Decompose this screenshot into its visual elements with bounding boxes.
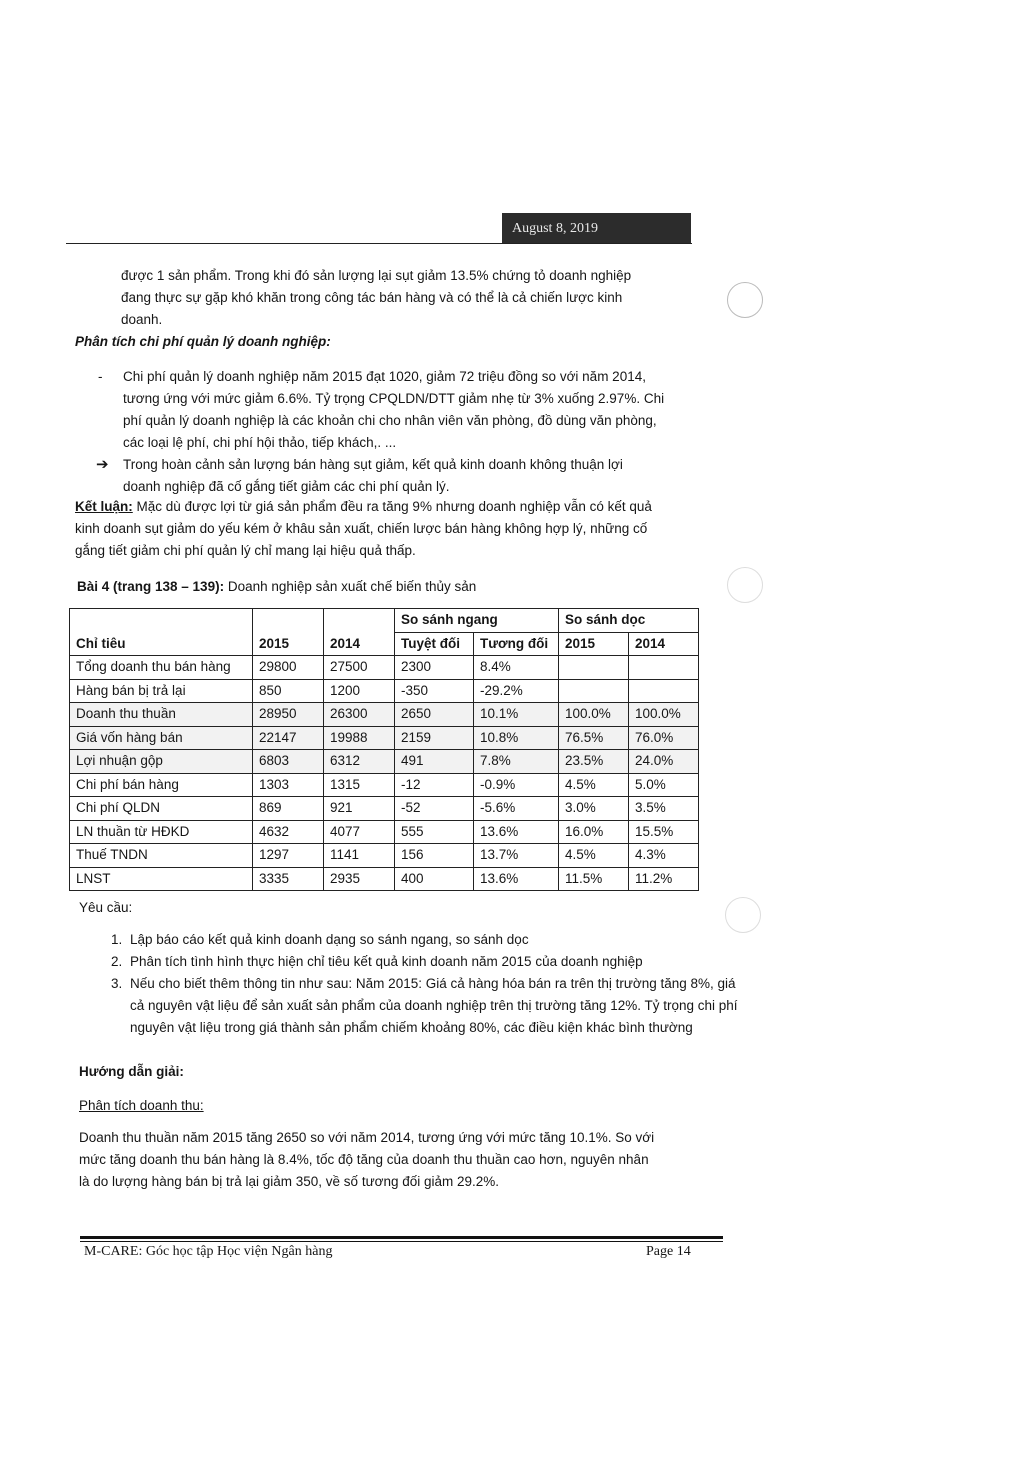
requirement-item: 3. Nếu cho biết thêm thông tin như sau: Năm 2015: Giá cả hàng hóa bán ra trên thị trường tăng 8%, giá cả nguyên vật liệu để sản xuất sản phẩm của doanh nghiệp trên thị trường tăng 12%. Tỷ trọng chi phí nguyên vật liệu trong giá thành sản phẩm chiếm khoảng 80%, các điều kiện khác bình thường xyxy=(126,973,746,1039)
table-cell: 4.5% xyxy=(559,844,629,868)
table-cell: 491 xyxy=(395,750,474,774)
table-cell: 6312 xyxy=(324,750,395,774)
financial-table xyxy=(69,608,699,891)
table-header-cell: Tuyệt đối xyxy=(395,632,474,656)
table-row xyxy=(70,703,699,727)
table-cell: 850 xyxy=(253,679,324,703)
conclusion-line: Mặc dù được lợi từ giá sản phẩm đều ra tăng 9% nhưng doanh nghiệp vẫn có kết quả xyxy=(132,499,652,514)
table-header-cell: Chỉ tiêu xyxy=(70,609,253,656)
scan-artifact xyxy=(725,897,761,933)
table-row xyxy=(70,656,699,680)
table-row-label: Chi phí QLDN xyxy=(70,797,253,821)
table-cell: 16.0% xyxy=(559,820,629,844)
table-cell: 15.5% xyxy=(629,820,699,844)
table-row xyxy=(70,797,699,821)
conclusion-line: gắng tiết giảm chi phí quản lý chỉ mang lại hiệu quả thấp. xyxy=(75,543,416,558)
table-row xyxy=(70,820,699,844)
table-cell: 1315 xyxy=(324,773,395,797)
table-cell: 4.5% xyxy=(559,773,629,797)
table-cell: 24.0% xyxy=(629,750,699,774)
table-header-cell: 2014 xyxy=(324,609,395,656)
guide-line: mức tăng doanh thu bán hàng là 8.4%, tốc độ tăng của doanh thu thuần cao hơn, nguyên nhân xyxy=(79,1152,649,1167)
guide-line: Doanh thu thuần năm 2015 tăng 2650 so với năm 2014, tương ứng với mức tăng 10.1%. So với xyxy=(79,1130,655,1145)
table-cell: 76.0% xyxy=(629,726,699,750)
table-cell: 100.0% xyxy=(629,703,699,727)
table-group-header-row xyxy=(70,609,699,633)
table-cell: 4.3% xyxy=(629,844,699,868)
intro-line: được 1 sản phẩm. Trong khi đó sản lượng lại sụt giảm 13.5% chứng tỏ doanh nghiệp xyxy=(121,268,632,283)
conclusion-label: Kết luận: xyxy=(75,499,133,514)
table-cell xyxy=(559,679,629,703)
table-cell: 2159 xyxy=(395,726,474,750)
table-cell: 400 xyxy=(395,867,474,891)
table-row xyxy=(70,679,699,703)
table-cell: 1141 xyxy=(324,844,395,868)
table-cell: 27500 xyxy=(324,656,395,680)
table-cell: 3.5% xyxy=(629,797,699,821)
table-cell: 1200 xyxy=(324,679,395,703)
footer-source: M-CARE: Góc học tập Học viện Ngân hàng xyxy=(84,1244,333,1259)
section-admin-title: Phân tích chi phí quản lý doanh nghiệp: xyxy=(75,334,331,349)
admin-bullet-line: Chi phí quản lý doanh nghiệp năm 2015 đạt 1020, giảm 72 triệu đồng so với năm 2014, xyxy=(123,369,646,384)
table-row xyxy=(70,726,699,750)
admin-bullet-paragraph xyxy=(123,366,703,454)
footer-divider-thin xyxy=(80,1241,723,1242)
table-cell xyxy=(629,656,699,680)
table-cell: -350 xyxy=(395,679,474,703)
table-row-label: Giá vốn hàng bán xyxy=(70,726,253,750)
table-cell: 1297 xyxy=(253,844,324,868)
table-cell: 5.0% xyxy=(629,773,699,797)
table-cell: 10.8% xyxy=(474,726,559,750)
table-row xyxy=(70,867,699,891)
conclusion-line: kinh doanh sụt giảm do yếu kém ở khâu sản xuất, chiến lược bán hàng không hợp lý, những cố xyxy=(75,521,648,536)
conclusion-paragraph xyxy=(75,496,705,562)
table-cell: 13.6% xyxy=(474,867,559,891)
table-cell: 28950 xyxy=(253,703,324,727)
requirements-title: Yêu cầu: xyxy=(79,900,133,915)
footer-divider xyxy=(80,1236,723,1239)
table-cell: 2300 xyxy=(395,656,474,680)
table-cell: 555 xyxy=(395,820,474,844)
guide-title: Hướng dẫn giải: xyxy=(79,1064,184,1079)
table-header-cell: 2015 xyxy=(559,632,629,656)
table-cell: 29800 xyxy=(253,656,324,680)
table-row-label: LNST xyxy=(70,867,253,891)
table-cell: 3335 xyxy=(253,867,324,891)
table-cell: 23.5% xyxy=(559,750,629,774)
exercise-text: Doanh nghiệp sản xuất chế biến thủy sản xyxy=(224,579,477,594)
table-group-horizontal: So sánh ngang xyxy=(395,609,559,633)
table-row-label: Hàng bán bị trả lại xyxy=(70,679,253,703)
table-cell: 100.0% xyxy=(559,703,629,727)
footer-page-number: Page 14 xyxy=(646,1244,691,1259)
guide-subtitle: Phân tích doanh thu: xyxy=(79,1098,204,1113)
table-row-label: Lợi nhuận gộp xyxy=(70,750,253,774)
table-header-cell: Tương đối xyxy=(474,632,559,656)
table-cell: 4077 xyxy=(324,820,395,844)
table-cell: -29.2% xyxy=(474,679,559,703)
admin-bullet-line: phí quản lý doanh nghiệp là các khoản chi cho nhân viên văn phòng, đồ dùng văn phòng, xyxy=(123,413,657,428)
header-date: August 8, 2019 xyxy=(502,213,691,244)
table-row-label: Thuế TNDN xyxy=(70,844,253,868)
admin-arrow-paragraph xyxy=(123,454,703,498)
table-cell: 4632 xyxy=(253,820,324,844)
table-cell: 2935 xyxy=(324,867,395,891)
bullet-dash-marker: - xyxy=(98,369,103,384)
table-cell: 11.5% xyxy=(559,867,629,891)
table-header-cell: 2014 xyxy=(629,632,699,656)
table-cell: 26300 xyxy=(324,703,395,727)
table-cell: -0.9% xyxy=(474,773,559,797)
table-group-vertical: So sánh dọc xyxy=(559,609,699,633)
guide-paragraph xyxy=(79,1127,709,1193)
table-cell: 921 xyxy=(324,797,395,821)
table-cell: 22147 xyxy=(253,726,324,750)
table-cell xyxy=(559,656,629,680)
admin-arrow-line: Trong hoàn cảnh sản lượng bán hàng sụt giảm, kết quả kinh doanh không thuận lợi xyxy=(123,457,623,472)
arrow-icon: ➔ xyxy=(96,456,109,473)
table-cell: 869 xyxy=(253,797,324,821)
intro-line: doanh. xyxy=(121,312,163,327)
table-row xyxy=(70,750,699,774)
table-row xyxy=(70,773,699,797)
guide-line: là do lượng hàng bán bị trả lại giảm 350, về số tương đối giảm 29.2%. xyxy=(79,1174,500,1189)
intro-paragraph xyxy=(121,265,701,331)
scan-artifact xyxy=(727,567,763,603)
table-cell: 13.6% xyxy=(474,820,559,844)
intro-line: đang thực sự gặp khó khăn trong công tác bán hàng và có thể là cả chiến lược kinh xyxy=(121,290,623,305)
table-cell xyxy=(629,679,699,703)
table-cell: -5.6% xyxy=(474,797,559,821)
table-cell: 10.1% xyxy=(474,703,559,727)
exercise-title xyxy=(77,576,476,598)
table-cell: 13.7% xyxy=(474,844,559,868)
table-cell: 1303 xyxy=(253,773,324,797)
requirement-item: 1. Lập báo cáo kết quả kinh doanh dạng so sánh ngang, so sánh dọc xyxy=(126,929,746,951)
requirements-list xyxy=(80,929,746,1039)
table-cell: 6803 xyxy=(253,750,324,774)
header-divider xyxy=(66,243,692,244)
table-row-label: Chi phí bán hàng xyxy=(70,773,253,797)
table-row-label: LN thuần từ HĐKD xyxy=(70,820,253,844)
table-cell: 156 xyxy=(395,844,474,868)
requirement-item: 2. Phân tích tình hình thực hiện chỉ tiêu kết quả kinh doanh năm 2015 của doanh nghiệp xyxy=(126,951,746,973)
table-header-cell: 2015 xyxy=(253,609,324,656)
table-cell: 7.8% xyxy=(474,750,559,774)
admin-arrow-line: doanh nghiệp đã cố gắng tiết giảm các chi phí quản lý. xyxy=(123,479,450,494)
table-row-label: Doanh thu thuần xyxy=(70,703,253,727)
table-cell: 3.0% xyxy=(559,797,629,821)
table-cell: -12 xyxy=(395,773,474,797)
admin-bullet-line: các loại lệ phí, chi phí hội thảo, tiếp khách,. ... xyxy=(123,435,397,450)
admin-bullet-line: tương ứng với mức giảm 6.6%. Tỷ trọng CPQLDN/DTT giảm nhẹ từ 3% xuống 2.97%. Chi xyxy=(123,391,665,406)
table-row-label: Tổng doanh thu bán hàng xyxy=(70,656,253,680)
table-cell: -52 xyxy=(395,797,474,821)
table-cell: 8.4% xyxy=(474,656,559,680)
table-cell: 19988 xyxy=(324,726,395,750)
table-cell: 2650 xyxy=(395,703,474,727)
scan-artifact xyxy=(727,282,763,318)
table-row xyxy=(70,844,699,868)
exercise-label: Bài 4 (trang 138 – 139): xyxy=(77,579,225,594)
table-cell: 11.2% xyxy=(629,867,699,891)
table-cell: 76.5% xyxy=(559,726,629,750)
